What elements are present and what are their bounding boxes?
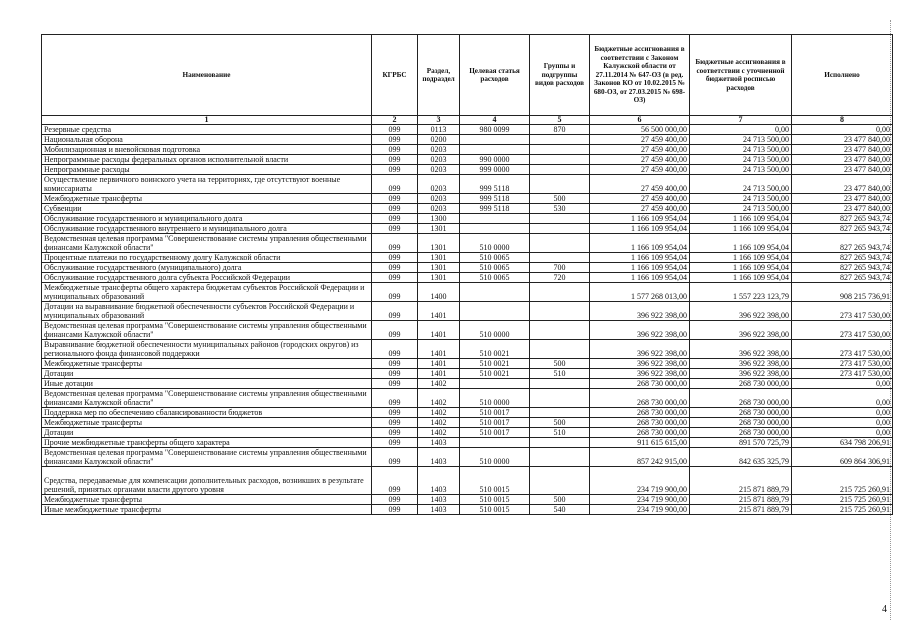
row-name: Межбюджетные трансферты [42, 495, 372, 505]
row-law-amount: 396 922 398,00 [590, 302, 690, 321]
row-revised-amount: 24 713 500,00 [690, 135, 792, 145]
row-executed-amount: 23 477 840,00 [792, 155, 893, 165]
row-name: Обслуживание государственного внутреннего и муниципального долга [42, 224, 372, 234]
row-law-amount: 1 166 109 954,04 [590, 263, 690, 273]
row-expense-group: 500 [530, 418, 590, 428]
row-revised-amount: 891 570 725,79 [690, 438, 792, 448]
row-target-article [460, 438, 530, 448]
row-section: 1401 [418, 321, 460, 340]
table-row [42, 428, 893, 438]
row-executed-amount: 609 864 306,91 [792, 448, 893, 467]
row-law-amount: 234 719 900,00 [590, 505, 690, 515]
row-revised-amount: 1 166 109 954,04 [690, 253, 792, 263]
row-kgrbs: 099 [372, 505, 418, 515]
row-expense-group [530, 467, 590, 495]
row-law-amount: 56 500 000,00 [590, 125, 690, 135]
row-kgrbs: 099 [372, 428, 418, 438]
row-law-amount: 1 166 109 954,04 [590, 273, 690, 283]
row-name: Обслуживание государственного (муниципального) долга [42, 263, 372, 273]
row-revised-amount: 396 922 398,00 [690, 359, 792, 369]
table-row [42, 302, 893, 321]
row-kgrbs: 099 [372, 389, 418, 408]
row-law-amount: 268 730 000,00 [590, 428, 690, 438]
row-revised-amount: 1 166 109 954,04 [690, 273, 792, 283]
row-target-article: 999 0000 [460, 165, 530, 175]
table-row [42, 321, 893, 340]
row-name: Средства, передаваемые для компенсации дополнительных расходов, возникших в результате решений, принятых органами власти другого уровня [42, 467, 372, 495]
row-name: Обслуживание государственного долга субъекта Российской Федерации [42, 273, 372, 283]
row-name: Ведомственная целевая программа "Совершенствование системы управления общественными финансами Калужской области" [42, 234, 372, 253]
row-section: 1403 [418, 467, 460, 495]
header-expense-group: Группы и подгруппы видов расходов [530, 35, 590, 116]
row-revised-amount: 24 713 500,00 [690, 145, 792, 155]
row-name: Непрограммные расходы федеральных органов исполнительной власти [42, 155, 372, 165]
row-target-article: 999 5118 [460, 194, 530, 204]
row-target-article: 510 0015 [460, 505, 530, 515]
row-executed-amount: 215 725 260,91 [792, 467, 893, 495]
column-number: 3 [418, 116, 460, 125]
table-row [42, 204, 893, 214]
row-target-article: 510 0017 [460, 418, 530, 428]
table-row [42, 273, 893, 283]
table-row [42, 340, 893, 359]
row-law-amount: 396 922 398,00 [590, 369, 690, 379]
row-expense-group [530, 408, 590, 418]
row-section: 0200 [418, 135, 460, 145]
row-revised-amount: 396 922 398,00 [690, 340, 792, 359]
row-name: Ведомственная целевая программа "Совершенствование системы управления общественными финансами Калужской области" [42, 448, 372, 467]
row-law-amount: 27 459 400,00 [590, 194, 690, 204]
row-revised-amount: 24 713 500,00 [690, 155, 792, 165]
row-law-amount: 27 459 400,00 [590, 155, 690, 165]
row-section: 1402 [418, 379, 460, 389]
row-expense-group: 540 [530, 505, 590, 515]
table-row [42, 175, 893, 194]
row-law-amount: 1 166 109 954,04 [590, 253, 690, 263]
row-target-article: 510 0021 [460, 369, 530, 379]
column-number: 1 [42, 116, 372, 125]
row-name: Ведомственная целевая программа "Совершенствование системы управления общественными финансами Калужской области" [42, 321, 372, 340]
row-law-amount: 1 166 109 954,04 [590, 214, 690, 224]
row-name: Межбюджетные трансферты [42, 359, 372, 369]
row-expense-group: 510 [530, 369, 590, 379]
table-row [42, 253, 893, 263]
row-kgrbs: 099 [372, 155, 418, 165]
row-name: Поддержка мер по обеспечению сбалансированности бюджетов [42, 408, 372, 418]
row-section: 1301 [418, 234, 460, 253]
row-expense-group [530, 389, 590, 408]
row-executed-amount: 827 265 943,74 [792, 263, 893, 273]
header-executed: Исполнено [792, 35, 893, 116]
row-revised-amount: 396 922 398,00 [690, 302, 792, 321]
row-expense-group [530, 135, 590, 145]
row-law-amount: 268 730 000,00 [590, 408, 690, 418]
row-executed-amount: 273 417 530,00 [792, 359, 893, 369]
row-target-article: 990 0000 [460, 155, 530, 165]
row-kgrbs: 099 [372, 214, 418, 224]
row-expense-group [530, 321, 590, 340]
row-kgrbs: 099 [372, 175, 418, 194]
row-target-article [460, 379, 530, 389]
row-kgrbs: 099 [372, 263, 418, 273]
column-number: 7 [690, 116, 792, 125]
row-expense-group [530, 340, 590, 359]
row-law-amount: 1 166 109 954,04 [590, 234, 690, 253]
row-kgrbs: 099 [372, 369, 418, 379]
row-name: Межбюджетные трансферты [42, 194, 372, 204]
row-executed-amount: 0,00 [792, 418, 893, 428]
row-kgrbs: 099 [372, 135, 418, 145]
header-revised-appropriations: Бюджетные ассигнования в соответствии с уточненной бюджетной росписью расходов [690, 35, 792, 116]
row-executed-amount: 827 265 943,74 [792, 273, 893, 283]
row-section: 1301 [418, 224, 460, 234]
row-section: 1402 [418, 389, 460, 408]
row-target-article: 510 0000 [460, 448, 530, 467]
row-section: 0203 [418, 204, 460, 214]
row-revised-amount: 215 871 889,79 [690, 505, 792, 515]
row-section: 1301 [418, 273, 460, 283]
row-law-amount: 268 730 000,00 [590, 389, 690, 408]
row-name: Мобилизационная и вневойсковая подготовка [42, 145, 372, 155]
row-kgrbs: 099 [372, 283, 418, 302]
row-expense-group: 500 [530, 359, 590, 369]
row-target-article: 510 0000 [460, 321, 530, 340]
row-executed-amount: 827 265 943,74 [792, 253, 893, 263]
table-row [42, 263, 893, 273]
row-target-article: 510 0021 [460, 340, 530, 359]
row-kgrbs: 099 [372, 418, 418, 428]
row-expense-group [530, 214, 590, 224]
row-revised-amount: 1 557 223 123,79 [690, 283, 792, 302]
row-target-article: 510 0000 [460, 389, 530, 408]
row-revised-amount: 1 166 109 954,04 [690, 214, 792, 224]
header-row [42, 35, 893, 116]
row-name: Межбюджетные трансферты [42, 418, 372, 428]
header-section: Раздел, подраздел [418, 35, 460, 116]
table-row [42, 155, 893, 165]
row-kgrbs: 099 [372, 165, 418, 175]
budget-table [41, 34, 893, 515]
row-kgrbs: 099 [372, 495, 418, 505]
row-revised-amount: 215 871 889,79 [690, 467, 792, 495]
row-revised-amount: 268 730 000,00 [690, 408, 792, 418]
table-row [42, 418, 893, 428]
row-kgrbs: 099 [372, 234, 418, 253]
row-revised-amount: 842 635 325,79 [690, 448, 792, 467]
row-executed-amount: 23 477 840,00 [792, 194, 893, 204]
table-row [42, 194, 893, 204]
row-target-article [460, 214, 530, 224]
table-row [42, 125, 893, 135]
table-row [42, 495, 893, 505]
row-executed-amount: 827 265 943,74 [792, 214, 893, 224]
row-expense-group [530, 175, 590, 194]
row-executed-amount: 23 477 840,00 [792, 204, 893, 214]
row-section: 0203 [418, 175, 460, 194]
row-executed-amount: 23 477 840,00 [792, 175, 893, 194]
table-row [42, 234, 893, 253]
row-section: 0113 [418, 125, 460, 135]
row-law-amount: 1 166 109 954,04 [590, 224, 690, 234]
row-target-article: 510 0017 [460, 408, 530, 418]
column-number: 8 [792, 116, 893, 125]
row-target-article: 510 0015 [460, 495, 530, 505]
row-expense-group [530, 379, 590, 389]
row-section: 1300 [418, 214, 460, 224]
row-name: Межбюджетные трансферты общего характера бюджетам субъектов Российской Федерации и муниципальных образований [42, 283, 372, 302]
table-row [42, 283, 893, 302]
column-number: 5 [530, 116, 590, 125]
table-row [42, 135, 893, 145]
row-section: 1402 [418, 408, 460, 418]
row-executed-amount: 827 265 943,74 [792, 234, 893, 253]
row-name: Субвенции [42, 204, 372, 214]
row-name: Процентные платежи по государственному долгу Калужской области [42, 253, 372, 263]
column-number: 4 [460, 116, 530, 125]
table-row [42, 438, 893, 448]
row-executed-amount: 0,00 [792, 428, 893, 438]
row-name: Иные межбюджетные трансферты [42, 505, 372, 515]
table-row [42, 379, 893, 389]
row-expense-group: 530 [530, 204, 590, 214]
row-kgrbs: 099 [372, 467, 418, 495]
row-target-article: 980 0099 [460, 125, 530, 135]
row-target-article [460, 302, 530, 321]
row-expense-group [530, 155, 590, 165]
row-law-amount: 27 459 400,00 [590, 204, 690, 214]
row-executed-amount: 273 417 530,00 [792, 369, 893, 379]
row-law-amount: 396 922 398,00 [590, 321, 690, 340]
row-target-article: 510 0017 [460, 428, 530, 438]
row-expense-group [530, 165, 590, 175]
header-law-appropriations: Бюджетные ассигнования в соответствии с Законом Калужской области от 27.11.2014 № 647-ОЗ (в ред. Законов КО от 10.02.2015 № 680-ОЗ, от 27.03.2015 № 698-ОЗ) [590, 35, 690, 116]
page-number: 4 [882, 604, 887, 615]
row-revised-amount: 268 730 000,00 [690, 428, 792, 438]
row-section: 1402 [418, 418, 460, 428]
row-expense-group: 500 [530, 495, 590, 505]
row-executed-amount: 23 477 840,00 [792, 165, 893, 175]
row-target-article: 510 0021 [460, 359, 530, 369]
header-name: Наименование [42, 35, 372, 116]
row-section: 0203 [418, 155, 460, 165]
row-revised-amount: 24 713 500,00 [690, 175, 792, 194]
row-law-amount: 396 922 398,00 [590, 359, 690, 369]
row-name: Дотации [42, 428, 372, 438]
row-revised-amount: 396 922 398,00 [690, 321, 792, 340]
row-executed-amount: 23 477 840,00 [792, 135, 893, 145]
budget-document [41, 34, 892, 515]
row-expense-group [530, 302, 590, 321]
row-section: 1403 [418, 438, 460, 448]
row-kgrbs: 099 [372, 302, 418, 321]
row-law-amount: 396 922 398,00 [590, 340, 690, 359]
row-revised-amount: 24 713 500,00 [690, 204, 792, 214]
row-name: Ведомственная целевая программа "Совершенствование системы управления общественными финансами Калужской области" [42, 389, 372, 408]
row-revised-amount: 215 871 889,79 [690, 495, 792, 505]
row-target-article: 510 0015 [460, 467, 530, 495]
row-name: Национальная оборона [42, 135, 372, 145]
row-kgrbs: 099 [372, 194, 418, 204]
row-executed-amount: 273 417 530,00 [792, 321, 893, 340]
row-revised-amount: 268 730 000,00 [690, 418, 792, 428]
row-expense-group: 700 [530, 263, 590, 273]
row-expense-group [530, 448, 590, 467]
row-kgrbs: 099 [372, 145, 418, 155]
row-executed-amount: 908 215 736,91 [792, 283, 893, 302]
row-kgrbs: 099 [372, 438, 418, 448]
table-row [42, 145, 893, 155]
row-revised-amount: 268 730 000,00 [690, 389, 792, 408]
row-target-article: 510 0065 [460, 273, 530, 283]
row-kgrbs: 099 [372, 379, 418, 389]
row-name: Дотации [42, 369, 372, 379]
table-row [42, 408, 893, 418]
row-executed-amount: 0,00 [792, 408, 893, 418]
row-law-amount: 857 242 915,00 [590, 448, 690, 467]
row-name: Дотации на выравнивание бюджетной обеспеченности субъектов Российской Федерации и муниципальных образований [42, 302, 372, 321]
row-kgrbs: 099 [372, 408, 418, 418]
row-executed-amount: 0,00 [792, 125, 893, 135]
row-target-article: 999 5118 [460, 204, 530, 214]
row-expense-group [530, 145, 590, 155]
row-target-article: 999 5118 [460, 175, 530, 194]
row-executed-amount: 0,00 [792, 389, 893, 408]
row-section: 1301 [418, 263, 460, 273]
table-row [42, 359, 893, 369]
row-kgrbs: 099 [372, 359, 418, 369]
table-row [42, 369, 893, 379]
row-target-article: 510 0000 [460, 234, 530, 253]
row-section: 1301 [418, 253, 460, 263]
row-expense-group [530, 283, 590, 302]
row-executed-amount: 215 725 260,91 [792, 495, 893, 505]
row-target-article [460, 224, 530, 234]
row-target-article: 510 0065 [460, 263, 530, 273]
row-law-amount: 234 719 900,00 [590, 495, 690, 505]
table-row [42, 165, 893, 175]
table-row [42, 448, 893, 467]
row-law-amount: 234 719 900,00 [590, 467, 690, 495]
row-section: 1400 [418, 283, 460, 302]
row-kgrbs: 099 [372, 321, 418, 340]
row-section: 0203 [418, 165, 460, 175]
header-kgrbs: КГРБС [372, 35, 418, 116]
row-kgrbs: 099 [372, 224, 418, 234]
row-name: Непрограммные расходы [42, 165, 372, 175]
row-executed-amount: 273 417 530,00 [792, 340, 893, 359]
row-expense-group: 510 [530, 428, 590, 438]
table-row [42, 389, 893, 408]
row-executed-amount: 215 725 260,91 [792, 505, 893, 515]
row-executed-amount: 827 265 943,74 [792, 224, 893, 234]
row-expense-group [530, 224, 590, 234]
row-kgrbs: 099 [372, 448, 418, 467]
row-law-amount: 268 730 000,00 [590, 379, 690, 389]
row-law-amount: 27 459 400,00 [590, 165, 690, 175]
row-kgrbs: 099 [372, 273, 418, 283]
row-target-article [460, 135, 530, 145]
row-target-article: 510 0065 [460, 253, 530, 263]
row-executed-amount: 634 798 206,91 [792, 438, 893, 448]
row-section: 1401 [418, 369, 460, 379]
row-section: 1403 [418, 505, 460, 515]
row-executed-amount: 0,00 [792, 379, 893, 389]
column-number-row [42, 116, 893, 125]
row-law-amount: 911 615 615,00 [590, 438, 690, 448]
header-target-article: Целевая статья расходов [460, 35, 530, 116]
row-law-amount: 27 459 400,00 [590, 175, 690, 194]
row-expense-group: 870 [530, 125, 590, 135]
row-section: 1401 [418, 359, 460, 369]
row-section: 1401 [418, 340, 460, 359]
row-revised-amount: 1 166 109 954,04 [690, 263, 792, 273]
table-body [42, 125, 893, 515]
row-name: Обслуживание государственного и муниципального долга [42, 214, 372, 224]
column-number: 2 [372, 116, 418, 125]
table-row [42, 467, 893, 495]
row-section: 1401 [418, 302, 460, 321]
row-name: Прочие межбюджетные трансферты общего характера [42, 438, 372, 448]
table-row [42, 224, 893, 234]
row-revised-amount: 1 166 109 954,04 [690, 234, 792, 253]
row-revised-amount: 1 166 109 954,04 [690, 224, 792, 234]
row-law-amount: 27 459 400,00 [590, 145, 690, 155]
row-law-amount: 1 577 268 013,00 [590, 283, 690, 302]
row-executed-amount: 273 417 530,00 [792, 302, 893, 321]
column-number: 6 [590, 116, 690, 125]
table-row [42, 214, 893, 224]
row-revised-amount: 396 922 398,00 [690, 369, 792, 379]
row-law-amount: 27 459 400,00 [590, 135, 690, 145]
row-revised-amount: 24 713 500,00 [690, 165, 792, 175]
row-section: 1403 [418, 448, 460, 467]
row-revised-amount: 24 713 500,00 [690, 194, 792, 204]
row-section: 1403 [418, 495, 460, 505]
row-kgrbs: 099 [372, 340, 418, 359]
row-expense-group [530, 438, 590, 448]
row-name: Выравнивание бюджетной обеспеченности муниципальных районов (городских округов) из регионального фонда финансовой поддержки [42, 340, 372, 359]
row-kgrbs: 099 [372, 253, 418, 263]
row-expense-group: 720 [530, 273, 590, 283]
table-row [42, 505, 893, 515]
row-section: 0203 [418, 194, 460, 204]
row-name: Иные дотации [42, 379, 372, 389]
row-section: 0203 [418, 145, 460, 155]
row-expense-group [530, 234, 590, 253]
row-section: 1402 [418, 428, 460, 438]
row-revised-amount: 0,00 [690, 125, 792, 135]
row-name: Резервные средства [42, 125, 372, 135]
row-expense-group: 500 [530, 194, 590, 204]
row-expense-group [530, 253, 590, 263]
row-name: Осуществление первичного воинского учета на территориях, где отсутствуют военные комиссариаты [42, 175, 372, 194]
row-target-article [460, 283, 530, 302]
row-executed-amount: 23 477 840,00 [792, 145, 893, 155]
row-revised-amount: 268 730 000,00 [690, 379, 792, 389]
row-law-amount: 268 730 000,00 [590, 418, 690, 428]
row-kgrbs: 099 [372, 125, 418, 135]
row-target-article [460, 145, 530, 155]
row-kgrbs: 099 [372, 204, 418, 214]
